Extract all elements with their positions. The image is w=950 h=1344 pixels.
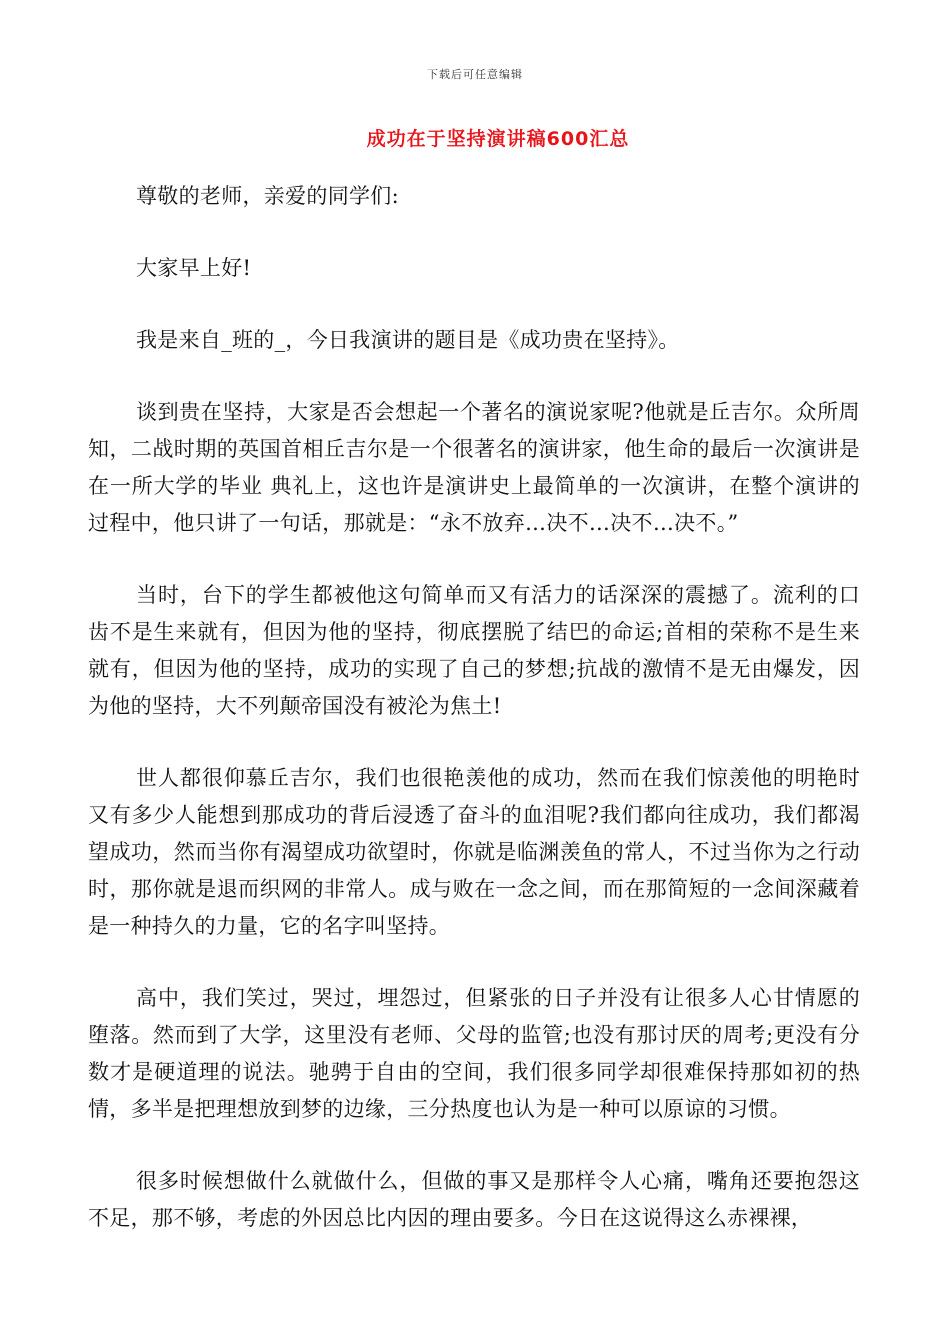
document-body: [88, 178, 860, 1270]
header-note: 下载后可任意编辑: [427, 68, 523, 81]
paragraph-impact: 当时，台下的学生都被他这句简单而又有活力的话深深的震撼了。流利的口齿不是生来就有，但因为他的坚持，彻底摆脱了结巴的命运;首相的荣称不是生来就有，但因为他的坚持，成功的实现了自己的梦想;抗战的激情不是无由爆发，因为他的坚持，大不列颠帝国没有被沦为焦土!: [88, 583, 860, 718]
paragraph-admiration: 世人都很仰慕丘吉尔，我们也很艳羡他的成功，然而在我们惊羡他的明艳时又有多少人能想到那成功的背后浸透了奋斗的血泪呢?我们都向往成功，我们都渴望成功，然而当你有渴望成功欲望时，你就是临渊羡鱼的常人，不过当你为之行动时，那你就是退而织网的非常人。成与败在一念之间，而在那简短的一念间深藏着是一种持久的力量，它的名字叫坚持。: [88, 766, 860, 938]
paragraph-highschool: 高中，我们笑过，哭过，埋怨过，但紧张的日子并没有让很多人心甘情愿的堕落。然而到了大学，这里没有老师、父母的监管;也没有那讨厌的周考;更没有分数才是硬道理的说法。驰骋于自由的空间，我们很多同学却很难保持那如初的热情，多半是把理想放到梦的边缘，三分热度也认为是一种可以原谅的习惯。: [88, 986, 860, 1121]
document-title: 成功在于坚持演讲稿600汇总: [366, 128, 630, 150]
paragraph-reflection: 很多时候想做什么就做什么，但做的事又是那样令人心痛，嘴角还要抱怨这不足，那不够，考虑的外因总比内因的理由要多。今日在这说得这么赤裸裸，: [88, 1169, 860, 1230]
paragraph-intro: 我是来自_班的_，今日我演讲的题目是《成功贵在坚持》。: [136, 328, 680, 352]
paragraph-greeting: 大家早上好!: [136, 256, 252, 280]
paragraph-salutation: 尊敬的老师，亲爱的同学们:: [136, 184, 399, 208]
paragraph-churchill: 谈到贵在坚持，大家是否会想起一个著名的演说家呢?他就是丘吉尔。众所周知，二战时期的英国首相丘吉尔是一个很著名的演讲家，他生命的最后一次演讲是在一所大学的毕业 典礼上，这也许是演讲史上最简单的一次演讲，在整个演讲的过程中，他只讲了一句话，那就是：“永不放弃…决不…决不…决不。”: [88, 400, 860, 535]
